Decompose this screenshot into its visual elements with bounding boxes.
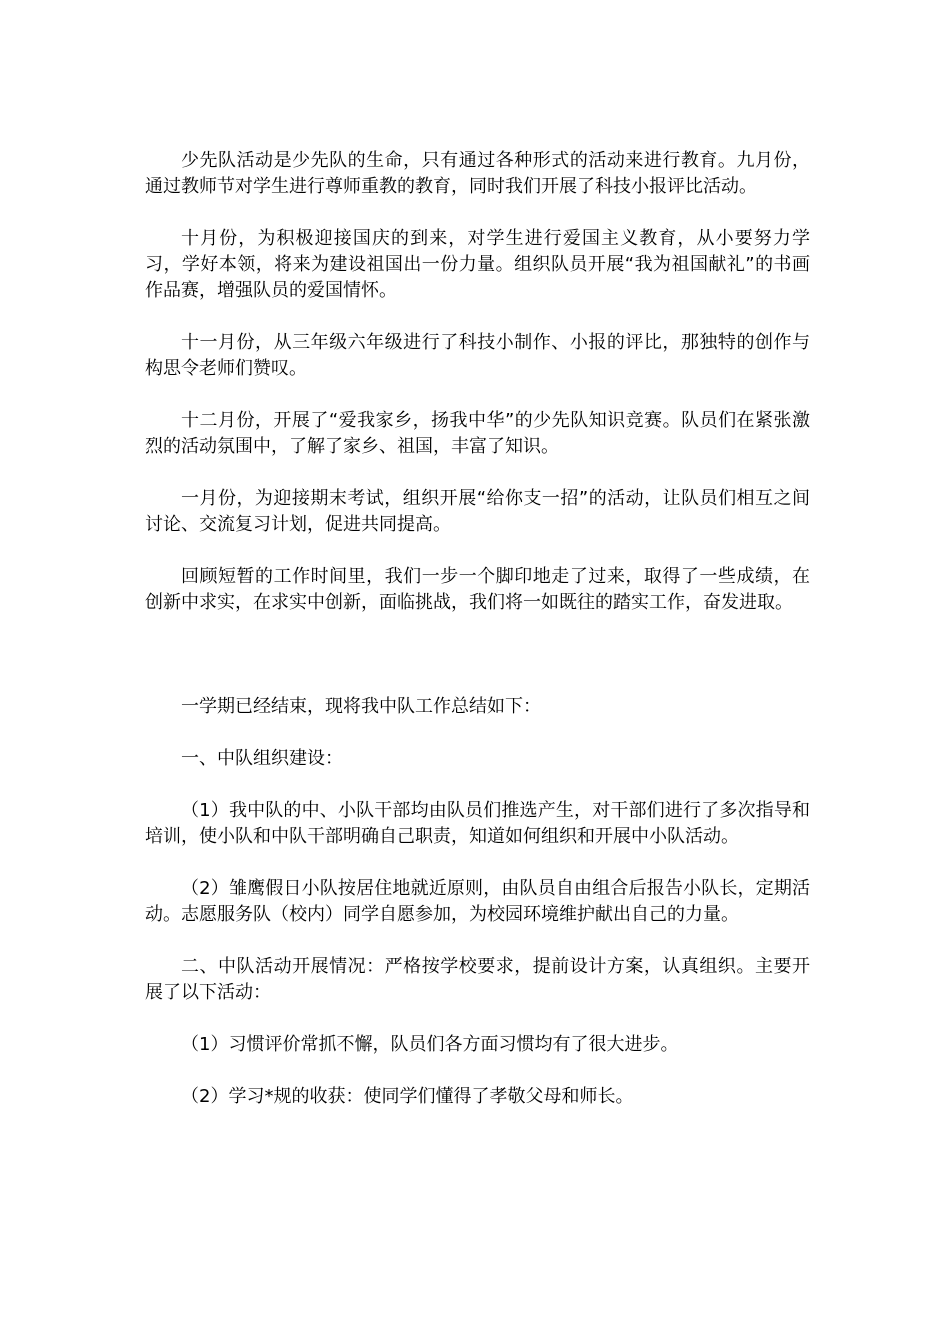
paragraph-organization-1: （1）我中队的中、小队干部均由队员们推选产生，对干部们进行了多次指导和培训，使小队和中队干部明确自己职责，知道如何组织和开展中小队活动。: [145, 800, 810, 847]
heading-activities: 二、中队活动开展情况：严格按学校要求，提前设计方案，认真组织。主要开展了以下活动：: [145, 956, 810, 1003]
paragraph-summary-intro: 一学期已经结束，现将我中队工作总结如下：: [181, 696, 541, 717]
paragraph-november: 十一月份，从三年级六年级进行了科技小制作、小报的评比，那独特的创作与构思令老师们赞叹。: [145, 332, 810, 379]
section-gap: [145, 642, 810, 694]
paragraph-review: 回顾短暂的工作时间里，我们一步一个脚印地走了过来，取得了一些成绩，在创新中求实，在求实中创新，面临挑战，我们将一如既往的踏实工作，奋发进取。: [145, 566, 810, 613]
heading-organization: 一、中队组织建设：: [181, 748, 343, 769]
paragraph-activity-1: （1）习惯评价常抓不懈，队员们各方面习惯均有了很大进步。: [181, 1034, 679, 1055]
paragraph-december: 十二月份，开展了“爱我家乡，扬我中华”的少先队知识竞赛。队员们在紧张激烈的活动氛围中，了解了家乡、祖国，丰富了知识。: [145, 410, 810, 457]
paragraph-activities-intro: 少先队活动是少先队的生命，只有通过各种形式的活动来进行教育。九月份，通过教师节对学生进行尊师重教的教育，同时我们开展了科技小报评比活动。: [145, 150, 810, 197]
document-page: [145, 148, 810, 1136]
paragraph-organization-2: （2）雏鹰假日小队按居住地就近原则，由队员自由组合后报告小队长，定期活动。志愿服务队（校内）同学自愿参加，为校园环境维护献出自己的力量。: [145, 878, 810, 925]
paragraph-october: 十月份，为积极迎接国庆的到来，对学生进行爱国主义教育，从小要努力学习，学好本领，将来为建设祖国出一份力量。组织队员开展“我为祖国献礼”的书画作品赛，增强队员的爱国情怀。: [145, 228, 810, 301]
paragraph-january: 一月份，为迎接期末考试，组织开展“给你支一招”的活动，让队员们相互之间讨论、交流复习计划，促进共同提高。: [145, 488, 810, 535]
paragraph-activity-2: （2）学习*规的收获：使同学们懂得了孝敬父母和师长。: [181, 1086, 634, 1107]
